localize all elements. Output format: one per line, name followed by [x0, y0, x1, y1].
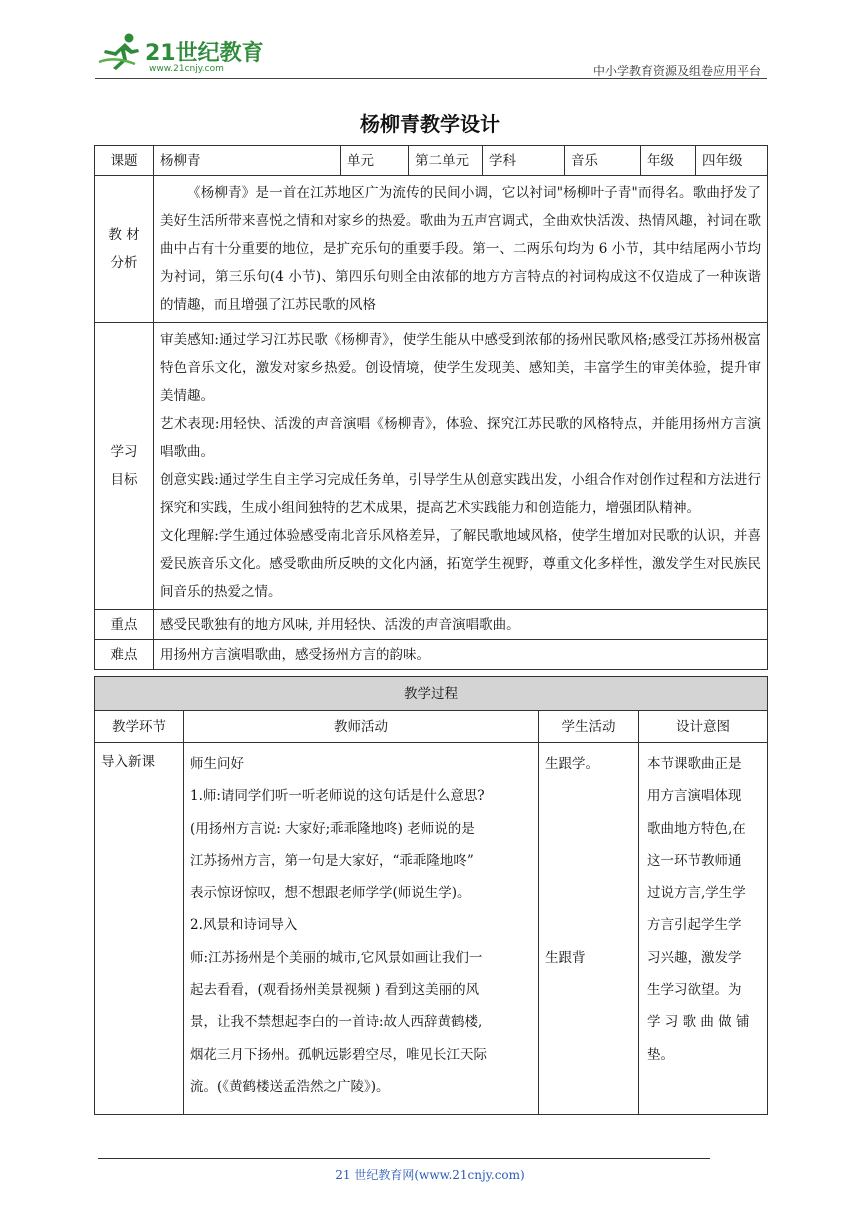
- process-row-intro: [95, 743, 768, 1115]
- topic-value: 杨柳青: [154, 146, 341, 176]
- objective-performance: 艺术表现:用轻快、活泼的声音演唱《杨柳青》，体验、探究江苏民歌的风格特点，并能用扬州方言演唱歌曲。: [160, 416, 761, 460]
- student-line-follow: 生跟学。: [545, 756, 599, 772]
- teacher-line: 师:江苏扬州是个美丽的城市,它风景如画让我们一: [190, 949, 483, 966]
- teacher-line: 1.师:请同学们听一听老师说的这句话是什么意思?: [190, 788, 485, 805]
- intent-line: 歌曲地方特色,在: [647, 820, 746, 837]
- key-point-text: 感受民歌独有的地方风味, 并用轻快、活泼的声音演唱歌曲。: [154, 610, 768, 640]
- teacher-line: 流。(《黄鹤楼送孟浩然之广陵》)。: [190, 1078, 390, 1095]
- analysis-label-line2: 分析: [110, 255, 138, 271]
- analysis-text: 《杨柳青》是一首在江苏地区广为流传的民间小调，它以衬词"杨柳叶子青"而得名。歌曲抒发了美好生活所带来喜悦之情和对家乡的热爱。歌曲为五声宫调式，全曲欢快活泼、热情风趣，衬词在歌曲中占有十分重要的地位，是扩充乐句的重要手段。第一、二两乐句均为 6 小节，其中结尾两小节均为衬词，第三乐句(4 小节)、第四乐句则全由浓郁的地方方言特点的衬词构成这不仅造成了一种诙谐的情趣，而且增强了江苏民歌的风格: [154, 176, 768, 323]
- difficulty-label: 难点: [95, 640, 154, 670]
- grade-value: 四年级: [696, 146, 768, 176]
- teacher-line: 2.风景和诗词导入: [190, 917, 298, 934]
- page-header: [95, 30, 765, 80]
- teacher-line: 表示惊讶惊叹，想不想跟老师学学(师说生学)。: [190, 885, 471, 902]
- intent-line: 学 习 歌 曲 做 铺: [647, 1014, 750, 1031]
- difficulty-text: 用扬州方言演唱歌曲，感受扬州方言的韵味。: [154, 640, 768, 670]
- teacher-line: 烟花三月下扬州。孤帆远影碧空尽，唯见长江天际: [190, 1046, 487, 1063]
- intent-line: 本节课歌曲正是: [647, 756, 742, 772]
- intent-line: 用方言演唱体现: [647, 788, 742, 805]
- teacher-activity: [184, 743, 539, 1115]
- intent-line: 过说方言,学生学: [647, 885, 746, 902]
- key-point-row: [95, 610, 768, 640]
- page-title: 杨柳青教学设计: [360, 112, 500, 136]
- teacher-line: 师生问好: [190, 756, 244, 772]
- objectives-row: [95, 323, 768, 610]
- intent-line: 方言引起学生学: [647, 917, 742, 934]
- objectives-label-line1: 学习: [110, 444, 138, 460]
- teacher-line: 江苏扬州方言，第一句是大家好，“乖乖隆地咚”: [190, 852, 474, 869]
- design-intent: [639, 743, 768, 1115]
- footer-link[interactable]: 21 世纪教育网(www.21cnjy.com): [335, 1168, 525, 1182]
- objectives-text: [154, 323, 768, 610]
- col-stage: 教学环节: [95, 711, 184, 743]
- col-student: 学生活动: [539, 711, 639, 743]
- col-intent: 设计意图: [639, 711, 768, 743]
- objective-culture: 文化理解:学生通过体验感受南北音乐风格差异，了解民歌地域风格，使学生增加对民歌的认识，并喜爱民族音乐文化。感受歌曲所反映的文化内涵，拓宽学生视野，尊重文化多样性，激发学生对民族民间音乐的热爱之情。: [160, 528, 761, 600]
- intent-line: 垫。: [647, 1046, 674, 1063]
- info-row: [95, 146, 768, 176]
- logo: [95, 30, 265, 78]
- col-teacher: 教师活动: [184, 711, 539, 743]
- footer-divider: [98, 1158, 710, 1159]
- process-header-row: [95, 711, 768, 743]
- logo-text: 21世纪教育: [145, 41, 264, 66]
- topic-label: 课题: [95, 146, 154, 176]
- process-title: 教学过程: [95, 677, 768, 711]
- unit-value: 第二单元: [409, 146, 483, 176]
- analysis-label: [95, 176, 154, 323]
- objective-aesthetic: 审美感知:通过学习江苏民歌《杨柳青》，使学生能从中感受到浓郁的扬州民歌风格;感受江苏扬州极富特色音乐文化，激发对家乡热爱。创设情境，使学生发现美、感知美，丰富学生的审美体验，提升审美情趣。: [160, 332, 761, 404]
- difficulty-row: [95, 640, 768, 670]
- runner-logo-icon: [95, 32, 143, 72]
- stage-cell: 导入新课: [95, 743, 184, 1115]
- analysis-label-line1: 教 材: [108, 227, 140, 243]
- teacher-line: 起去看看，(观看扬州美景视频 ) 看到这美丽的风: [190, 982, 480, 999]
- header-divider: [95, 78, 767, 79]
- objectives-label-line2: 目标: [110, 472, 138, 488]
- lesson-info-table: [94, 145, 768, 670]
- analysis-row: [95, 176, 768, 323]
- teacher-line: 景，让我不禁想起李白的一首诗:故人西辞黄鹤楼,: [190, 1014, 483, 1031]
- process-title-row: [95, 677, 768, 711]
- intent-line: 这一环节教师通: [647, 852, 742, 869]
- intent-line: 生学习欲望。为: [647, 982, 742, 999]
- teacher-line: (用扬州方言说: 大家好;乖乖隆地咚) 老师说的是: [190, 820, 475, 837]
- objective-creative: 创意实践:通过学生自主学习完成任务单，引导学生从创意实践出发，小组合作对创作过程和方法进行探究和实践，生成小组间独特的艺术成果，提高艺术实践能力和创造能力，增强团队精神。: [160, 472, 761, 516]
- process-table: [94, 676, 768, 1115]
- objectives-label: [95, 323, 154, 610]
- subject-value: 音乐: [565, 146, 641, 176]
- logo-url: www.21cnjy.com: [149, 64, 224, 74]
- student-activity: [539, 743, 639, 1115]
- unit-label: 单元: [341, 146, 409, 176]
- student-line-recite: 生跟背: [545, 949, 586, 966]
- subject-label: 学科: [483, 146, 565, 176]
- key-point-label: 重点: [95, 610, 154, 640]
- platform-name: 中小学教育资源及组卷应用平台: [592, 64, 761, 78]
- grade-label: 年级: [641, 146, 696, 176]
- intent-line: 习兴趣，激发学: [647, 949, 742, 966]
